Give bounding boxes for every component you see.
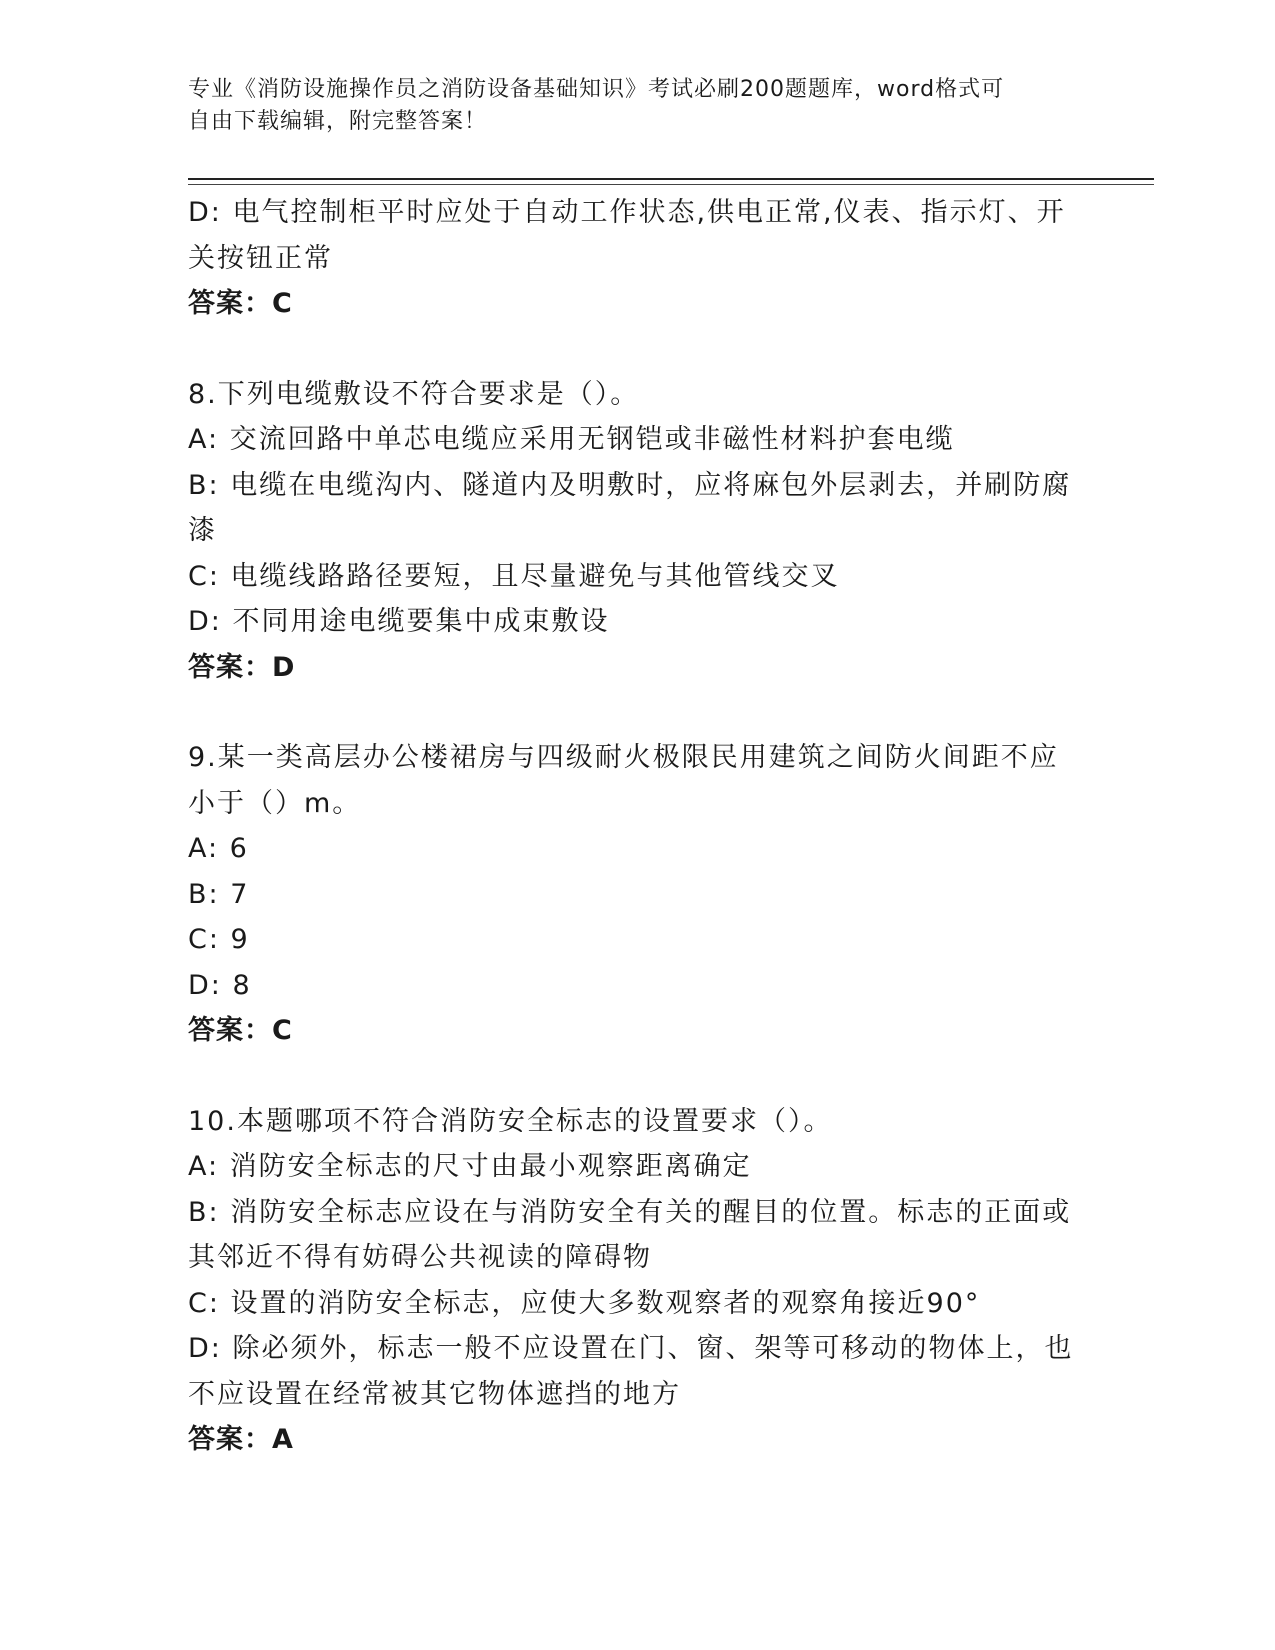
answer: 答案：D — [188, 651, 296, 683]
question-text-continued: 小于（）m。 — [188, 787, 362, 819]
header-line-1: 专业《消防设施操作员之消防设备基础知识》考试必刷200题题库，word格式可 — [188, 77, 1005, 102]
option-b-continued: 其邻近不得有妨碍公共视读的障碍物 — [188, 1242, 652, 1273]
answer: 答案：A — [188, 1424, 294, 1455]
option-d-continued: 关按钮正常 — [188, 242, 333, 274]
option-c: C: 9 — [188, 924, 250, 955]
option-d: D: 8 — [188, 969, 252, 1001]
question-7-tail — [188, 190, 1088, 327]
question-text: 10.本题哪项不符合消防安全标志的设置要求（）。 — [188, 1105, 833, 1137]
option-d-continued: 不应设置在经常被其它物体遮挡的地方 — [188, 1378, 681, 1410]
document-header — [188, 74, 1068, 138]
option-a: A: 消防安全标志的尺寸由最小观察距离确定 — [188, 1151, 752, 1182]
header-line-2: 自由下载编辑，附完整答案！ — [188, 109, 488, 134]
option-d: D: 电气控制柜平时应处于自动工作状态,供电正常,仪表、指示灯、开 — [188, 197, 1066, 228]
answer: 答案：C — [188, 288, 293, 319]
option-d: D: 不同用途电缆要集中成束敷设 — [188, 606, 610, 637]
question-text: 9.某一类高层办公楼裙房与四级耐火极限民用建筑之间防火间距不应 — [188, 742, 1059, 773]
option-b: B: 消防安全标志应设在与消防安全有关的醒目的位置。标志的正面或 — [188, 1196, 1072, 1228]
question-9 — [188, 735, 1088, 1054]
spacer — [188, 690, 1088, 735]
option-a: A: 交流回路中单芯电缆应采用无钢铠或非磁性材料护套电缆 — [188, 424, 955, 455]
header-divider-thick — [188, 178, 1154, 180]
option-d: D: 除必须外，标志一般不应设置在门、窗、架等可移动的物体上，也 — [188, 1333, 1074, 1364]
option-b: B: 电缆在电缆沟内、隧道内及明敷时，应将麻包外层剥去，并刷防腐 — [188, 469, 1072, 501]
question-8 — [188, 372, 1088, 691]
question-text: 8.下列电缆敷设不符合要求是（）。 — [188, 378, 640, 410]
option-b: B: 7 — [188, 878, 250, 910]
option-a: A: 6 — [188, 833, 249, 864]
answer: 答案：C — [188, 1015, 293, 1046]
option-c: C: 设置的消防安全标志，应使大多数观察者的观察角接近90° — [188, 1287, 981, 1319]
question-list — [188, 190, 1088, 1463]
spacer — [188, 1054, 1088, 1099]
option-b-continued: 漆 — [188, 515, 217, 546]
question-10 — [188, 1099, 1088, 1463]
spacer — [188, 327, 1088, 372]
option-c: C: 电缆线路路径要短，且尽量避免与其他管线交叉 — [188, 560, 840, 592]
header-divider-thin — [188, 184, 1154, 185]
